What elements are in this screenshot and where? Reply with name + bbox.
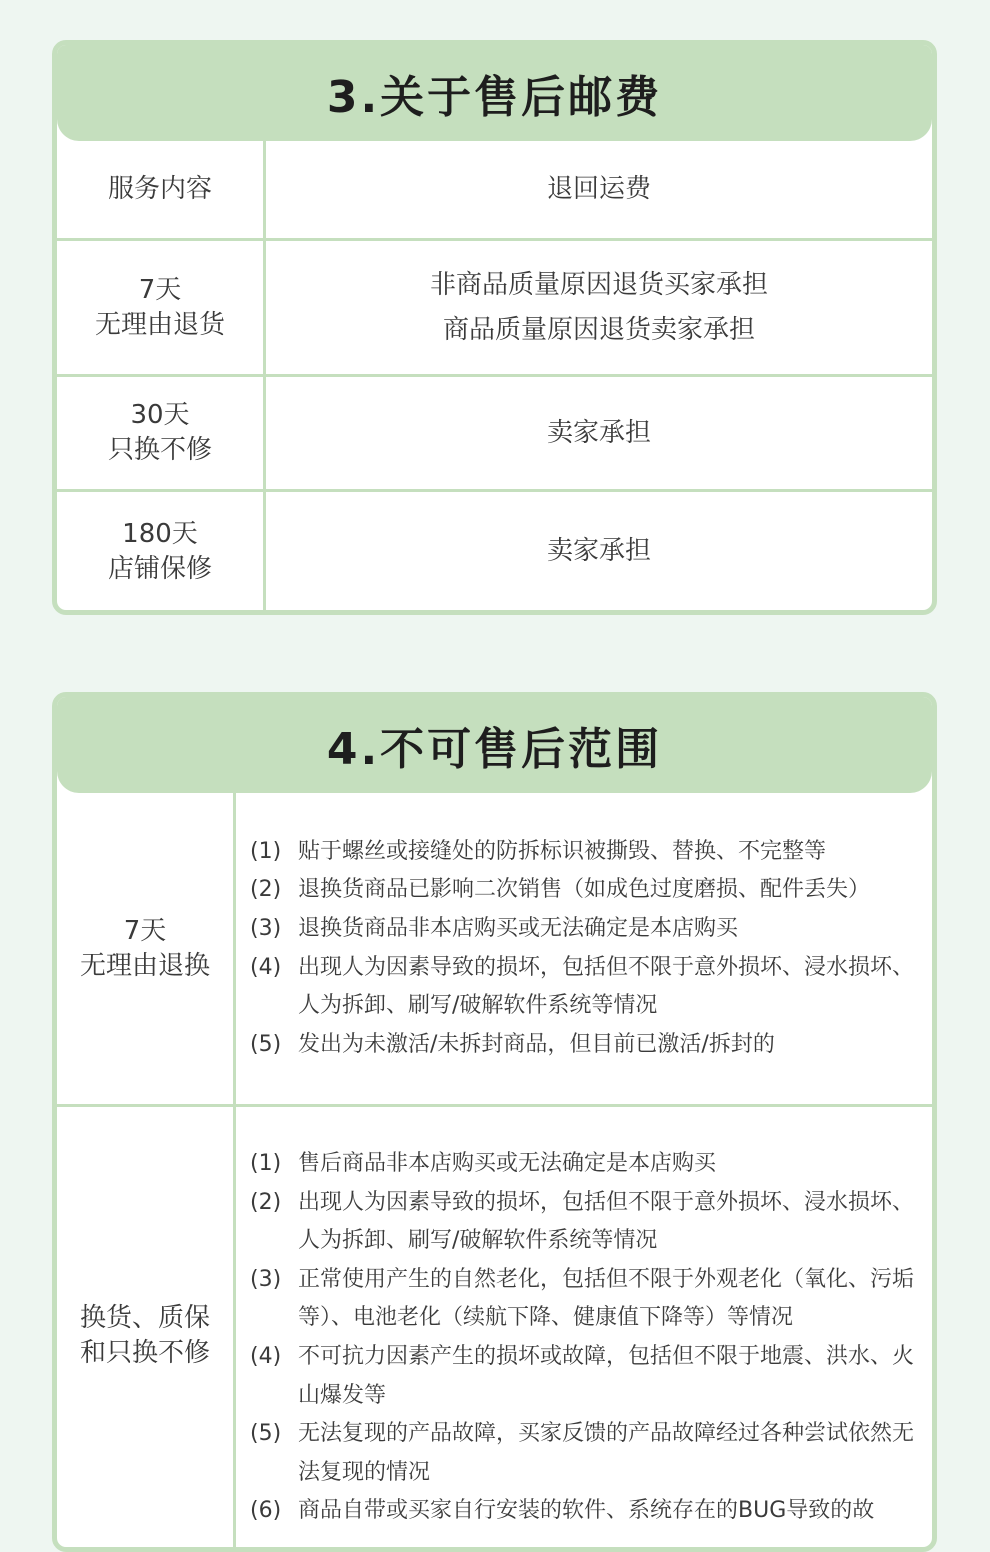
condition-list xyxy=(236,1107,932,1552)
row-label-line: 和只换不修 xyxy=(79,1337,210,1368)
item-number: (1) xyxy=(250,838,282,864)
item-number: (3) xyxy=(250,915,282,941)
row-label-line: 只换不修 xyxy=(107,435,212,465)
table-row xyxy=(57,1104,932,1552)
row-value-line: 卖家承担 xyxy=(546,417,651,448)
list-item xyxy=(250,1338,932,1415)
list-item xyxy=(250,949,932,1026)
row-label xyxy=(57,1107,236,1552)
list-item xyxy=(250,1492,884,1531)
item-text: 退换货商品非本店购买或无法确定是本店购买 xyxy=(298,915,739,941)
row-label-line: 7天 xyxy=(123,915,167,946)
row-label xyxy=(57,793,236,1104)
item-text: 无法复现的产品故障，买家反馈的产品故障经过各种尝试依然无法复现的情况 xyxy=(298,1421,915,1485)
postage-title: 3.关于售后邮费 xyxy=(57,45,932,141)
item-text: 退换货商品已影响二次销售（如成色过度磨损、配件丢失） xyxy=(298,877,871,903)
non-service-title: 4.不可售后范围 xyxy=(57,697,932,793)
item-text: 不可抗力因素产生的损坏或故障，包括但不限于地震、洪水、火山爆发等 xyxy=(298,1343,915,1408)
table-header-row xyxy=(57,141,932,238)
item-text: 出现人为因素导致的损坏，包括但不限于意外损坏、浸水损坏、人为拆卸、刷写/破解软件系统等情况 xyxy=(298,954,915,1019)
item-number: (4) xyxy=(250,1343,282,1369)
item-number: (1) xyxy=(250,1151,282,1176)
header-return-fee-label: 退回运费 xyxy=(546,174,651,204)
list-item xyxy=(250,871,880,910)
list-item xyxy=(250,1184,932,1261)
item-number: (5) xyxy=(250,1421,282,1447)
row-value-line: 非商品质量原因退货买家承担 xyxy=(429,269,768,300)
header-return-fee xyxy=(266,141,932,238)
item-number: (4) xyxy=(250,954,282,980)
row-label xyxy=(57,241,266,374)
item-number: (5) xyxy=(250,1031,282,1057)
list-item xyxy=(250,833,836,872)
condition-list xyxy=(236,793,932,1104)
item-text: 售后商品非本店购买或无法确定是本店购买 xyxy=(298,1151,717,1176)
row-value-line: 商品质量原因退货卖家承担 xyxy=(442,314,755,345)
item-number: (6) xyxy=(250,1498,282,1524)
item-text: 正常使用产生的自然老化，包括但不限于外观老化（氧化、污垢等）、电池老化（续航下降、健康值下降等）等情况 xyxy=(298,1266,915,1331)
row-value xyxy=(266,241,932,374)
list-item xyxy=(250,1145,726,1184)
row-label-line: 店铺保修 xyxy=(107,553,212,584)
item-number: (2) xyxy=(250,877,282,903)
table-row xyxy=(57,374,932,489)
non-service-card xyxy=(52,692,937,1552)
list-item xyxy=(250,1026,785,1065)
header-service xyxy=(57,141,266,238)
header-service-label: 服务内容 xyxy=(107,174,212,204)
list-item xyxy=(250,1261,932,1338)
row-label-line: 7天 xyxy=(138,274,182,305)
row-label xyxy=(57,377,266,489)
row-label-line: 30天 xyxy=(130,400,190,430)
item-text: 出现人为因素导致的损坏，包括但不限于意外损坏、浸水损坏、人为拆卸、刷写/破解软件系统等情况 xyxy=(298,1189,915,1254)
item-number: (2) xyxy=(250,1189,282,1215)
postage-card xyxy=(52,40,937,615)
item-text: 贴于螺丝或接缝处的防拆标识被撕毁、替换、不完整等 xyxy=(298,838,827,864)
row-label xyxy=(57,492,266,611)
table-row xyxy=(57,238,932,374)
row-label-line: 180天 xyxy=(122,518,198,549)
row-value-line: 卖家承担 xyxy=(546,536,651,566)
row-label-line: 无理由退换 xyxy=(79,950,210,981)
item-number: (3) xyxy=(250,1266,282,1292)
row-value xyxy=(266,492,932,611)
table-row xyxy=(57,793,932,1104)
list-item xyxy=(250,910,748,949)
item-text: 商品自带或买家自行安装的软件、系统存在的BUG导致的故 xyxy=(298,1498,875,1524)
row-value xyxy=(266,377,932,489)
table-row xyxy=(57,489,932,611)
row-label-line: 无理由退货 xyxy=(94,309,225,340)
item-text: 发出为未激活/未拆封商品，但目前已激活/拆封的 xyxy=(298,1031,775,1057)
list-item xyxy=(250,1415,932,1492)
row-label-line: 换货、质保 xyxy=(79,1302,210,1333)
